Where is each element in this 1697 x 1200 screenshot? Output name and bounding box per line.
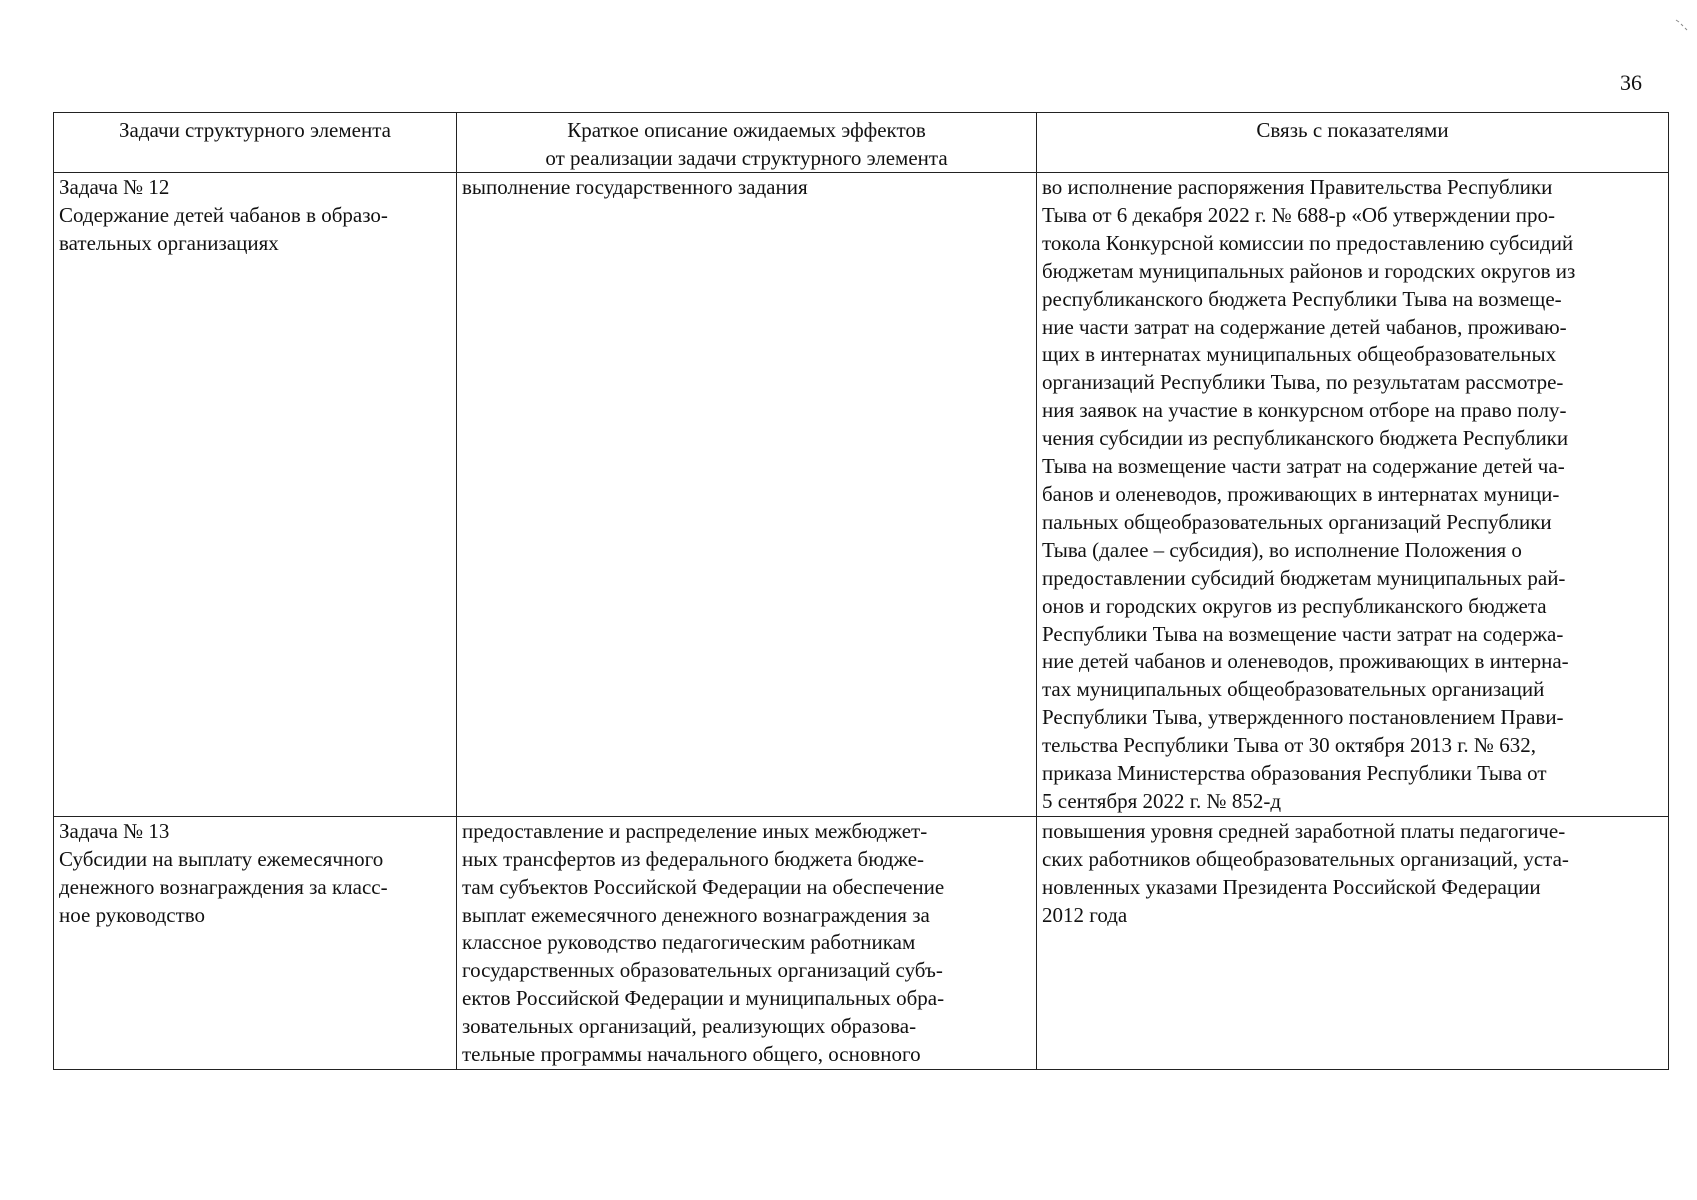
indicators-line: бюджетам муниципальных районов и городских округов из bbox=[1042, 258, 1576, 283]
task-line: денежного вознаграждения за класс- bbox=[59, 874, 388, 899]
scan-artifact-mark bbox=[1675, 18, 1689, 32]
effects-line: выполнение государственного задания bbox=[462, 175, 808, 199]
task-cell bbox=[54, 173, 457, 817]
effects-line: ектов Российской Федерации и муниципальных обра- bbox=[462, 986, 945, 1011]
effects-cell bbox=[457, 816, 1037, 1069]
indicators-line: токола Конкурсной комиссии по предоставлению субсидий bbox=[1042, 230, 1574, 255]
header-effects-line: Краткое описание ожидаемых эффектов bbox=[567, 118, 926, 142]
header-indicators-label: Связь с показателями bbox=[1256, 118, 1449, 142]
header-effects-line: от реализации задачи структурного элемента bbox=[545, 146, 948, 170]
task-line: вательных организациях bbox=[59, 230, 279, 255]
indicators-cell bbox=[1037, 816, 1669, 1069]
indicators-line: ния заявок на участие в конкурсном отборе на право полу- bbox=[1042, 398, 1567, 423]
indicators-line: онов и городских округов из республиканского бюджета bbox=[1042, 593, 1547, 618]
indicators-line: республиканского бюджета Республики Тыва на возмеще- bbox=[1042, 286, 1562, 311]
indicators-line: Тыва на возмещение части затрат на содержание детей ча- bbox=[1042, 454, 1565, 479]
indicators-line: 2012 года bbox=[1042, 902, 1128, 927]
indicators-line: предоставлении субсидий бюджетам муниципальных рай- bbox=[1042, 565, 1566, 590]
task-line: Содержание детей чабанов в образо- bbox=[59, 202, 388, 227]
indicators-cell bbox=[1037, 173, 1669, 817]
effects-line: классное руководство педагогическим работникам bbox=[462, 930, 916, 955]
indicators-line: Республики Тыва на возмещение части затрат на содержа- bbox=[1042, 621, 1564, 646]
table-row bbox=[54, 173, 1669, 817]
task-cell bbox=[54, 816, 457, 1069]
effects-line: предоставление и распределение иных межбюджет- bbox=[462, 818, 928, 843]
task-line: Задача № 13 bbox=[59, 818, 170, 843]
indicators-line: тах муниципальных общеобразовательных организаций bbox=[1042, 677, 1545, 702]
effects-line: государственных образовательных организаций субъ- bbox=[462, 958, 943, 983]
indicators-line: ние части затрат на содержание детей чабанов, проживаю- bbox=[1042, 314, 1567, 339]
effects-line: зовательных организаций, реализующих образова- bbox=[462, 1014, 917, 1039]
indicators-line: во исполнение распоряжения Правительства Республики bbox=[1042, 175, 1553, 199]
indicators-line: щих в интернатах муниципальных общеобразовательных bbox=[1042, 342, 1557, 367]
table-header-row bbox=[54, 113, 1669, 173]
indicators-line: тельства Республики Тыва от 30 октября 2013 г. № 632, bbox=[1042, 733, 1536, 758]
page-number: 36 bbox=[1620, 70, 1642, 95]
effects-line: ных трансфертов из федерального бюджета бюдже- bbox=[462, 846, 925, 871]
indicators-line: приказа Министерства образования Республики Тыва от bbox=[1042, 761, 1547, 786]
header-effects bbox=[457, 113, 1037, 173]
indicators-line: Тыва (далее – субсидия), во исполнение Положения о bbox=[1042, 537, 1522, 562]
indicators-line: новленных указами Президента Российской Федерации bbox=[1042, 874, 1541, 899]
header-tasks bbox=[54, 113, 457, 173]
task-line: ное руководство bbox=[59, 902, 206, 927]
indicators-line: Тыва от 6 декабря 2022 г. № 688-р «Об утверждении про- bbox=[1042, 202, 1555, 227]
indicators-line: пальных общеобразовательных организаций Республики bbox=[1042, 509, 1552, 534]
table-row bbox=[54, 816, 1669, 1069]
indicators-line: ских работников общеобразовательных организаций, уста- bbox=[1042, 846, 1569, 871]
effects-line: тельные программы начального общего, основного bbox=[462, 1042, 921, 1067]
header-indicators bbox=[1037, 113, 1669, 173]
effects-line: выплат ежемесячного денежного вознаграждения за bbox=[462, 902, 930, 927]
task-line: Субсидии на выплату ежемесячного bbox=[59, 846, 384, 871]
indicators-line: организаций Республики Тыва, по результатам рассмотре- bbox=[1042, 370, 1564, 395]
indicators-line: повышения уровня средней заработной платы педагогиче- bbox=[1042, 818, 1566, 843]
indicators-line: Республики Тыва, утвержденного постановлением Прави- bbox=[1042, 705, 1564, 730]
effects-line: там субъектов Российской Федерации на обеспечение bbox=[462, 874, 945, 899]
indicators-line: ние детей чабанов и оленеводов, проживающих в интерна- bbox=[1042, 649, 1569, 674]
indicators-line: 5 сентября 2022 г. № 852-д bbox=[1042, 788, 1281, 813]
effects-cell bbox=[457, 173, 1037, 817]
table-body bbox=[54, 173, 1669, 1070]
structural-element-tasks-table bbox=[53, 112, 1669, 1070]
header-tasks-label: Задачи структурного элемента bbox=[119, 118, 391, 142]
indicators-line: чения субсидии из республиканского бюджета Республики bbox=[1042, 426, 1569, 451]
indicators-line: банов и оленеводов, проживающих в интернатах муници- bbox=[1042, 481, 1560, 506]
task-line: Задача № 12 bbox=[59, 175, 170, 199]
